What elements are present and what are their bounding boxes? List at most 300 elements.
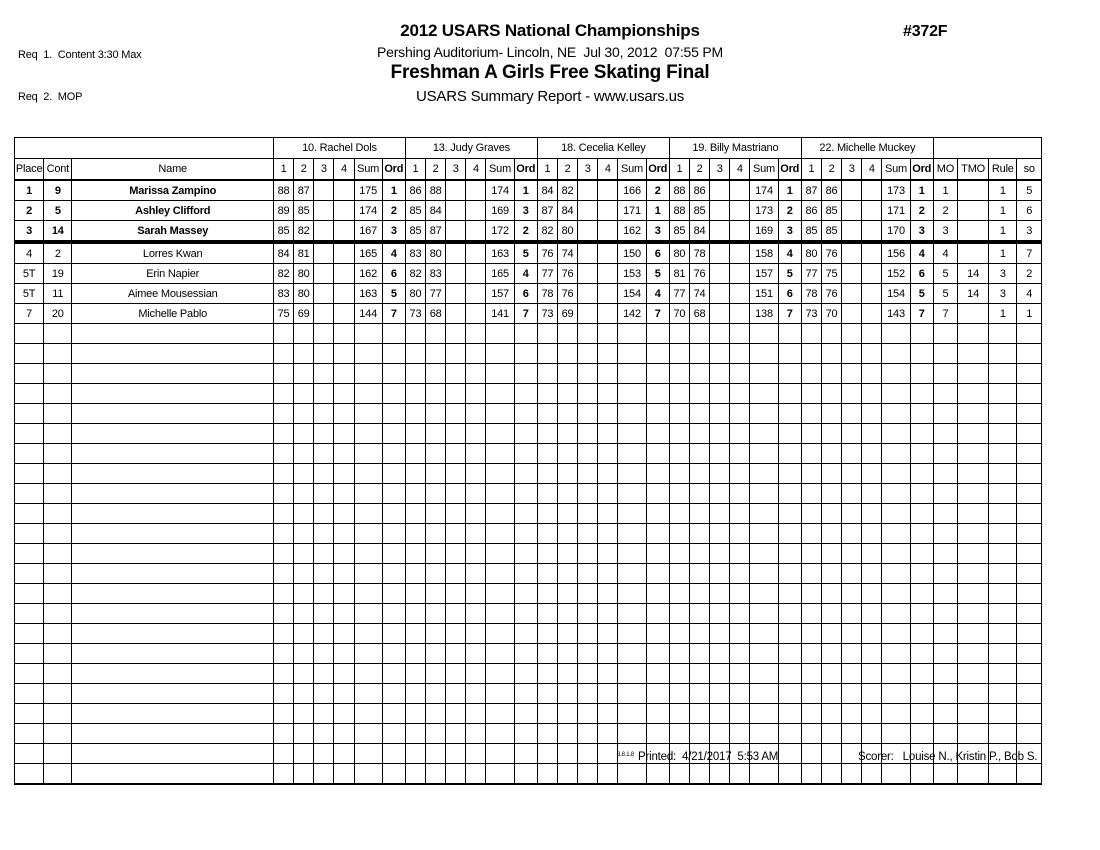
score-cell — [558, 484, 578, 504]
ord-cell — [382, 724, 405, 744]
score-cell — [405, 604, 425, 624]
score-cell — [822, 324, 842, 344]
rule-cell — [989, 424, 1017, 444]
score-cell — [598, 364, 618, 384]
score-cell: 83 — [273, 284, 293, 304]
cont-cell — [44, 564, 72, 584]
sum-cell — [750, 764, 778, 785]
empty-row — [15, 624, 1042, 644]
score-cell — [801, 584, 821, 604]
score-cell — [730, 424, 750, 444]
ord-cell — [382, 764, 405, 785]
score-cell: 87 — [537, 201, 557, 221]
score-cell — [466, 764, 486, 785]
score-cell — [578, 664, 598, 684]
cont-cell — [44, 484, 72, 504]
score-cell — [405, 404, 425, 424]
score-cell: 85 — [689, 201, 709, 221]
score-cell — [294, 344, 314, 364]
score-cell — [578, 242, 598, 264]
sum-cell — [354, 464, 382, 484]
score-cell — [446, 221, 466, 243]
score-cell — [314, 504, 334, 524]
ord-cell — [646, 324, 669, 344]
col-header-mo: MO — [933, 159, 957, 181]
mo-cell — [933, 644, 957, 664]
score-cell: 84 — [689, 221, 709, 243]
place-cell — [15, 644, 44, 664]
score-cell — [466, 264, 486, 284]
score-cell — [446, 664, 466, 684]
score-cell: 88 — [273, 180, 293, 201]
score-cell — [334, 764, 354, 785]
score-cell — [689, 564, 709, 584]
score-cell — [578, 484, 598, 504]
scorer-value: Louise N., Kristin P., Bob S. — [902, 751, 1038, 763]
ord-cell — [382, 664, 405, 684]
cont-cell: 5 — [44, 201, 72, 221]
sum-cell — [354, 324, 382, 344]
sum-cell — [486, 404, 514, 424]
score-cell — [862, 324, 882, 344]
sum-cell — [354, 764, 382, 785]
score-cell — [598, 242, 618, 264]
sum-cell — [750, 604, 778, 624]
printed-timestamp — [638, 751, 778, 763]
column-header-row — [15, 159, 1042, 181]
sum-cell — [618, 464, 646, 484]
score-cell — [730, 304, 750, 324]
name-cell — [72, 484, 274, 504]
score-cell — [334, 604, 354, 624]
score-cell — [273, 444, 293, 464]
rule-cell: 1 — [989, 242, 1017, 264]
result-row — [15, 284, 1042, 304]
score-cell: 85 — [294, 201, 314, 221]
score-cell — [273, 704, 293, 724]
score-cell — [273, 604, 293, 624]
name-cell — [72, 724, 274, 744]
score-cell — [669, 384, 689, 404]
mo-cell: 5 — [933, 264, 957, 284]
score-cell: 69 — [558, 304, 578, 324]
sum-cell — [486, 544, 514, 564]
score-cell — [294, 544, 314, 564]
score-cell — [426, 664, 446, 684]
empty-row — [15, 544, 1042, 564]
empty-row — [15, 724, 1042, 744]
score-cell — [405, 364, 425, 384]
score-cell — [273, 584, 293, 604]
so-cell — [1017, 424, 1042, 444]
score-cell — [273, 744, 293, 764]
ord-cell — [646, 644, 669, 664]
ord-cell: 5 — [910, 284, 933, 304]
sum-cell: 152 — [882, 264, 910, 284]
name-cell — [72, 444, 274, 464]
score-cell — [426, 344, 446, 364]
sum-cell — [354, 564, 382, 584]
score-cell — [334, 180, 354, 201]
tmo-cell — [957, 684, 988, 704]
sum-cell — [618, 644, 646, 664]
score-cell — [294, 504, 314, 524]
place-cell — [15, 404, 44, 424]
ord-cell — [382, 544, 405, 564]
score-cell — [466, 364, 486, 384]
ord-cell — [382, 624, 405, 644]
score-cell — [537, 384, 557, 404]
sum-cell — [882, 484, 910, 504]
sum-cell — [354, 744, 382, 764]
sum-cell — [618, 564, 646, 584]
score-cell — [710, 604, 730, 624]
score-cell — [334, 664, 354, 684]
ord-cell: 5 — [382, 284, 405, 304]
score-cell — [294, 444, 314, 464]
name-cell — [72, 744, 274, 764]
score-cell — [710, 644, 730, 664]
empty-row — [15, 404, 1042, 424]
sum-cell — [750, 484, 778, 504]
score-cell — [669, 324, 689, 344]
score-cell — [689, 504, 709, 524]
ord-cell: 1 — [778, 180, 801, 201]
score-cell — [710, 304, 730, 324]
score-cell — [710, 684, 730, 704]
score-cell — [578, 444, 598, 464]
ord-cell — [778, 704, 801, 724]
place-cell — [15, 624, 44, 644]
score-cell — [314, 544, 334, 564]
score-cell — [537, 504, 557, 524]
score-cell: 82 — [273, 264, 293, 284]
sum-cell — [618, 604, 646, 624]
sum-cell — [618, 324, 646, 344]
score-cell — [405, 644, 425, 664]
score-cell: 80 — [558, 221, 578, 243]
score-cell — [710, 564, 730, 584]
scorer-line — [858, 751, 1037, 763]
score-cell — [862, 424, 882, 444]
so-cell — [1017, 384, 1042, 404]
sum-cell — [486, 604, 514, 624]
place-cell — [15, 484, 44, 504]
ord-cell — [514, 524, 537, 544]
score-cell — [578, 524, 598, 544]
result-row — [15, 221, 1042, 243]
score-cell — [426, 764, 446, 785]
ord-cell: 1 — [382, 180, 405, 201]
sum-cell: 151 — [750, 284, 778, 304]
ord-cell — [382, 524, 405, 544]
score-cell — [689, 464, 709, 484]
so-cell: 2 — [1017, 264, 1042, 284]
score-cell: 84 — [426, 201, 446, 221]
sum-cell — [882, 364, 910, 384]
score-cell: 86 — [689, 180, 709, 201]
ord-cell: 7 — [646, 304, 669, 324]
ord-cell — [382, 384, 405, 404]
empty-row — [15, 464, 1042, 484]
sum-cell — [354, 584, 382, 604]
col-header-name: Name — [72, 159, 274, 181]
score-cell — [405, 464, 425, 484]
ord-cell: 3 — [514, 201, 537, 221]
score-cell — [405, 444, 425, 464]
result-row — [15, 201, 1042, 221]
score-cell — [689, 484, 709, 504]
score-cell — [689, 664, 709, 684]
score-cell — [405, 384, 425, 404]
sum-cell: 165 — [486, 264, 514, 284]
score-cell — [710, 284, 730, 304]
score-cell — [730, 684, 750, 704]
ord-cell — [778, 624, 801, 644]
score-cell — [273, 364, 293, 384]
so-cell — [1017, 324, 1042, 344]
score-cell — [862, 564, 882, 584]
score-cell — [822, 564, 842, 584]
col-header-2: 2 — [294, 159, 314, 181]
score-cell — [466, 284, 486, 304]
ord-cell: 6 — [778, 284, 801, 304]
tmo-cell — [957, 544, 988, 564]
rule-cell — [989, 544, 1017, 564]
score-cell: 85 — [801, 221, 821, 243]
score-cell: 88 — [426, 180, 446, 201]
ord-cell: 7 — [778, 304, 801, 324]
score-cell — [842, 201, 862, 221]
place-cell: 1 — [15, 180, 44, 201]
score-cell — [730, 364, 750, 384]
score-cell — [862, 201, 882, 221]
ord-cell — [514, 604, 537, 624]
so-cell — [1017, 484, 1042, 504]
sum-cell — [750, 364, 778, 384]
so-cell — [1017, 444, 1042, 464]
score-cell: 76 — [689, 264, 709, 284]
place-cell: 5T — [15, 264, 44, 284]
ord-cell — [514, 744, 537, 764]
sum-cell — [882, 564, 910, 584]
ord-cell — [646, 544, 669, 564]
score-cell — [405, 624, 425, 644]
score-cell — [294, 604, 314, 624]
score-cell — [558, 724, 578, 744]
score-cell — [314, 644, 334, 664]
tmo-cell: 14 — [957, 264, 988, 284]
ord-cell — [778, 344, 801, 364]
tmo-cell — [957, 444, 988, 464]
ord-cell: 3 — [382, 221, 405, 243]
sum-cell — [750, 704, 778, 724]
so-cell: 1 — [1017, 304, 1042, 324]
score-cell — [314, 344, 334, 364]
ord-cell — [382, 484, 405, 504]
score-cell — [598, 264, 618, 284]
score-cell — [405, 764, 425, 785]
score-cell — [801, 384, 821, 404]
score-cell — [334, 704, 354, 724]
score-cell — [822, 604, 842, 624]
ord-cell — [910, 584, 933, 604]
score-cell — [689, 524, 709, 544]
score-cell — [801, 364, 821, 384]
ord-cell — [514, 484, 537, 504]
score-cell — [669, 424, 689, 444]
col-header-2: 2 — [426, 159, 446, 181]
name-cell — [72, 764, 274, 785]
score-cell — [334, 624, 354, 644]
score-cell: 85 — [405, 221, 425, 243]
score-cell — [801, 404, 821, 424]
cont-cell — [44, 324, 72, 344]
score-cell — [598, 604, 618, 624]
score-cell: 68 — [426, 304, 446, 324]
rule-cell — [989, 644, 1017, 664]
score-cell — [842, 564, 862, 584]
judge-header-cell-5: 22. Michelle Muckey — [801, 138, 933, 159]
tmo-cell — [957, 704, 988, 724]
name-cell: Sarah Massey — [72, 221, 274, 243]
so-cell — [1017, 624, 1042, 644]
place-cell — [15, 704, 44, 724]
mo-cell: 2 — [933, 201, 957, 221]
mo-cell — [933, 664, 957, 684]
sum-cell: 150 — [618, 242, 646, 264]
score-cell: 78 — [537, 284, 557, 304]
score-cell — [294, 564, 314, 584]
ord-cell — [778, 744, 801, 764]
score-cell — [405, 564, 425, 584]
empty-row — [15, 324, 1042, 344]
score-cell — [334, 404, 354, 424]
score-cell — [822, 584, 842, 604]
tmo-cell — [957, 504, 988, 524]
tmo-cell — [957, 242, 988, 264]
ord-cell — [646, 724, 669, 744]
score-cell — [842, 324, 862, 344]
place-cell — [15, 744, 44, 764]
score-cell — [842, 484, 862, 504]
score-cell — [730, 604, 750, 624]
score-cell — [558, 444, 578, 464]
score-cell — [598, 201, 618, 221]
ord-cell — [514, 404, 537, 424]
score-cell — [537, 704, 557, 724]
score-cell: 70 — [822, 304, 842, 324]
so-cell — [1017, 684, 1042, 704]
col-header-1: 1 — [801, 159, 821, 181]
place-cell — [15, 544, 44, 564]
ord-cell: 4 — [778, 242, 801, 264]
mo-cell — [933, 524, 957, 544]
score-cell — [669, 464, 689, 484]
event-number: #372F — [903, 23, 948, 40]
sum-cell — [750, 504, 778, 524]
sum-cell — [354, 504, 382, 524]
score-cell — [466, 744, 486, 764]
score-cell — [273, 724, 293, 744]
score-cell — [446, 284, 466, 304]
score-cell: 73 — [801, 304, 821, 324]
sum-cell — [486, 624, 514, 644]
score-cell: 88 — [669, 180, 689, 201]
sum-cell — [354, 524, 382, 544]
score-cell — [446, 444, 466, 464]
score-cell — [537, 664, 557, 684]
score-cell — [862, 624, 882, 644]
col-header-2: 2 — [822, 159, 842, 181]
sum-cell — [618, 364, 646, 384]
sum-cell — [354, 404, 382, 424]
sum-cell — [354, 684, 382, 704]
ord-cell — [382, 644, 405, 664]
results-thead — [15, 138, 1042, 181]
cont-cell: 11 — [44, 284, 72, 304]
sum-cell: 173 — [882, 180, 910, 201]
col-header-1: 1 — [537, 159, 557, 181]
score-cell — [558, 664, 578, 684]
so-cell: 5 — [1017, 180, 1042, 201]
score-cell — [598, 564, 618, 584]
ord-cell: 5 — [514, 242, 537, 264]
mo-cell: 4 — [933, 242, 957, 264]
score-cell — [426, 644, 446, 664]
score-cell — [558, 584, 578, 604]
score-cell — [466, 524, 486, 544]
score-cell — [334, 424, 354, 444]
ord-cell — [646, 364, 669, 384]
score-cell: 73 — [537, 304, 557, 324]
ord-cell: 2 — [778, 201, 801, 221]
score-cell — [710, 201, 730, 221]
score-cell — [273, 424, 293, 444]
score-cell — [710, 324, 730, 344]
sum-cell: 162 — [618, 221, 646, 243]
score-cell — [405, 684, 425, 704]
score-cell — [578, 201, 598, 221]
place-cell — [15, 504, 44, 524]
rule-cell: 1 — [989, 304, 1017, 324]
score-cell — [405, 324, 425, 344]
score-cell — [537, 524, 557, 544]
sum-cell — [486, 524, 514, 544]
sum-cell — [486, 684, 514, 704]
place-cell — [15, 724, 44, 744]
score-cell: 80 — [801, 242, 821, 264]
score-cell — [801, 664, 821, 684]
score-cell — [558, 384, 578, 404]
sum-cell: 174 — [750, 180, 778, 201]
printed-label: Printed: — [638, 751, 677, 763]
ord-cell: 6 — [910, 264, 933, 284]
sum-cell: 175 — [354, 180, 382, 201]
name-cell: Aimee Mousessian — [72, 284, 274, 304]
ord-cell — [910, 664, 933, 684]
score-cell — [466, 324, 486, 344]
score-cell: 82 — [294, 221, 314, 243]
score-cell — [558, 624, 578, 644]
sum-cell — [486, 424, 514, 444]
sum-cell — [750, 644, 778, 664]
tmo-cell — [957, 201, 988, 221]
mo-cell — [933, 364, 957, 384]
score-cell — [558, 524, 578, 544]
score-cell — [689, 424, 709, 444]
ord-cell: 7 — [910, 304, 933, 324]
